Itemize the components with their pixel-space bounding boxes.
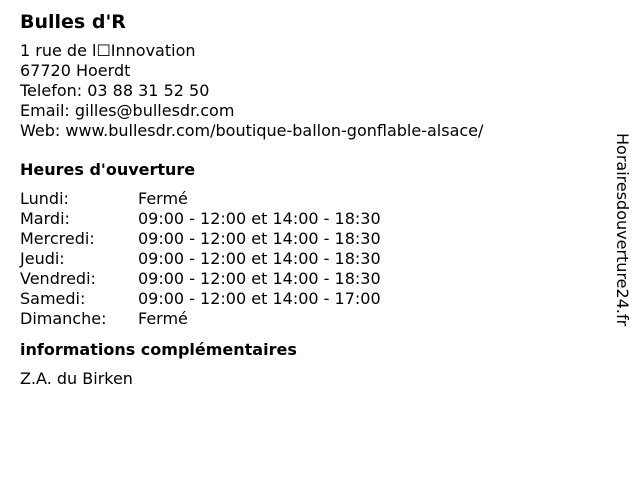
day-hours: 09:00 - 12:00 et 14:00 - 18:30 <box>138 229 381 248</box>
hours-row-saturday <box>20 289 600 309</box>
day-label: Samedi: <box>20 289 86 308</box>
hours-row-thursday <box>20 249 600 269</box>
additional-info-title: informations complémentaires <box>20 340 297 359</box>
day-label: Mercredi: <box>20 229 95 248</box>
phone-line: Telefon: 03 88 31 52 50 <box>20 81 210 100</box>
day-hours: 09:00 - 12:00 et 14:00 - 17:00 <box>138 289 381 308</box>
email-line: Email: gilles@bullesdr.com <box>20 101 235 120</box>
hours-row-monday <box>20 189 600 209</box>
business-name: Bulles d'R <box>20 11 126 33</box>
hours-row-wednesday <box>20 229 600 249</box>
day-label: Vendredi: <box>20 269 96 288</box>
site-watermark: Horairesdouverture24.fr <box>613 133 632 327</box>
day-hours: 09:00 - 12:00 et 14:00 - 18:30 <box>138 209 381 228</box>
day-label: Lundi: <box>20 189 69 208</box>
address-line-1: 1 rue de l☐Innovation <box>20 41 196 60</box>
day-hours: 09:00 - 12:00 et 14:00 - 18:30 <box>138 269 381 288</box>
additional-info-text: Z.A. du Birken <box>20 369 133 388</box>
hours-row-sunday <box>20 309 600 329</box>
day-hours: Fermé <box>138 189 188 208</box>
web-line: Web: www.bullesdr.com/boutique-ballon-gonflable-alsace/ <box>20 121 484 140</box>
hours-row-friday <box>20 269 600 289</box>
day-label: Jeudi: <box>20 249 65 268</box>
address-line-2: 67720 Hoerdt <box>20 61 131 80</box>
day-hours: Fermé <box>138 309 188 328</box>
day-label: Mardi: <box>20 209 70 228</box>
hours-row-tuesday <box>20 209 600 229</box>
day-hours: 09:00 - 12:00 et 14:00 - 18:30 <box>138 249 381 268</box>
opening-hours-title: Heures d'ouverture <box>20 160 196 179</box>
day-label: Dimanche: <box>20 309 107 328</box>
business-card <box>20 10 600 389</box>
